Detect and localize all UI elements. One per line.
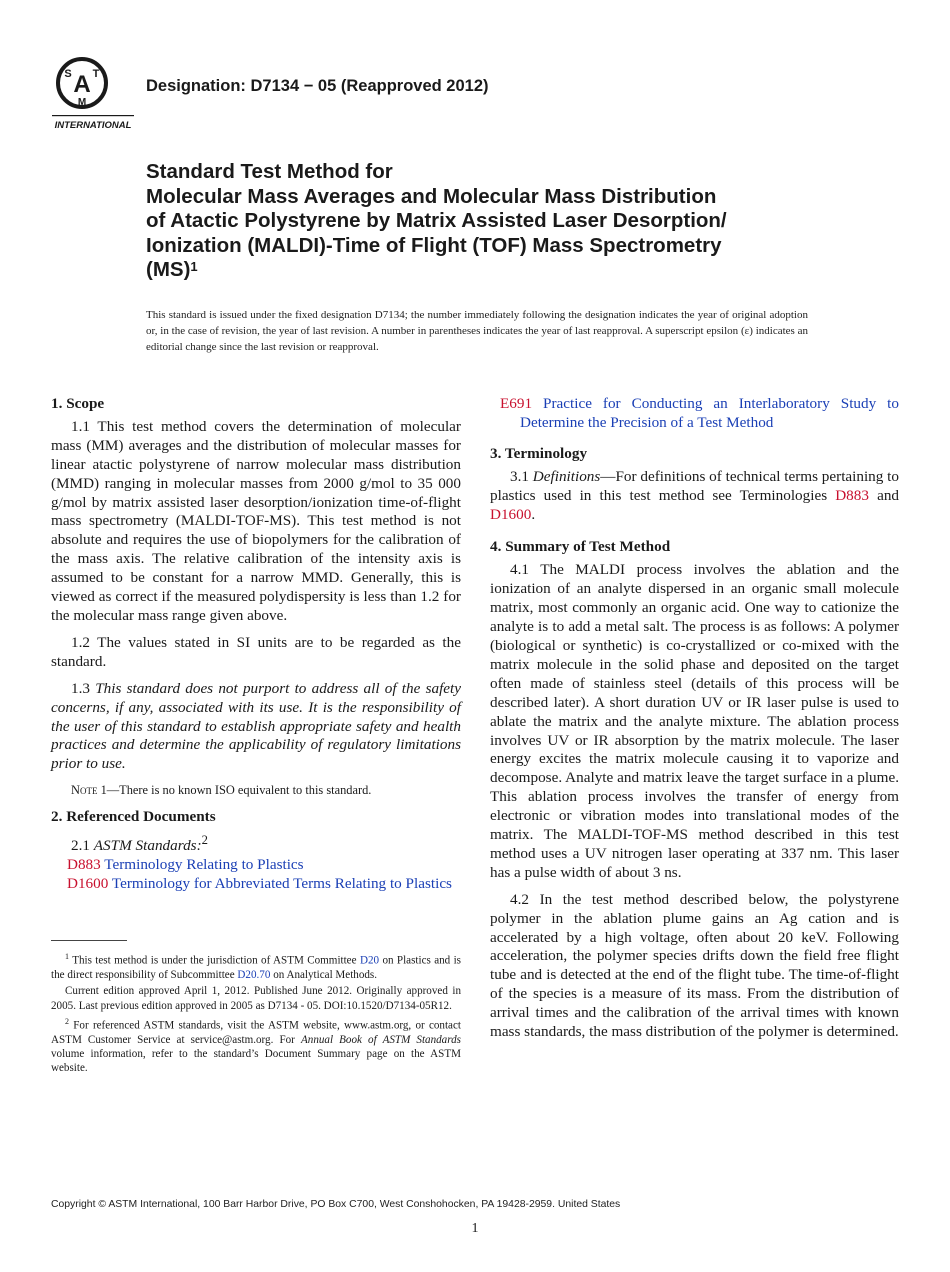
- right-column: [490, 395, 899, 1050]
- paragraph-number: 1.3: [71, 679, 90, 697]
- paragraph-3-1: [490, 468, 899, 525]
- footnote-text: This test method is under the jurisdiction of ASTM Committee: [72, 954, 357, 967]
- footnote-text: volume information, refer to the standard’s Document Summary page on the ASTM website.: [51, 1048, 461, 1075]
- footnote-divider: [51, 940, 127, 941]
- paragraph-4-1: 4.1 The MALDI process involves the ablation and the ionization of an analyte dispersed in an organic small molecule matrix, most commonly an organic acid. One way to cationize the analyte is to add a metal salt. The process is as follows: A polymer (biological or synthetic) is co-crystallized or co-mixed with the matrix molecule in the solid phase and deposited on the target often made of stainless steel (details of this process will be described later). A short duration UV or IR laser pulse is used to ablate the matrix and the analyte mixture. The ablation process involves UV or IR absorption by the matrix molecule. The laser energy excites the matrix molecule causing it to vaporize and decompose. Analyte and matrix leave the target surface in a plume. This ablation process involves the transfer of energy from electronic or vibration modes into translational modes of the matrix. The MALDI-TOF-MS method described in this test method uses a UV nitrogen laser operating at 337 nm. This laser has a pulse width of about 3 ns.: [490, 561, 899, 881]
- title-line: Ionization (MALDI)-Time of Flight (TOF) Mass Spectrometry: [146, 233, 722, 257]
- logo-caption: INTERNATIONAL: [54, 120, 132, 131]
- title-line: of Atactic Polystyrene by Matrix Assisted Laser Desorption/: [146, 209, 727, 232]
- astm-logo-icon: [52, 55, 136, 133]
- footnote-text: on Analytical Methods.: [273, 968, 378, 981]
- reference-title-link[interactable]: Practice for Conducting an Interlaboratory Study to Determine the Precision of a Test Method: [520, 395, 899, 431]
- issued-note: This standard is issued under the fixed designation D7134; the number immediately following the designation indicates the year of original adoption or, in the case of revision, the year of last revision. A number in parentheses indicates the year of last reapproval. A superscript epsilon (ε) indicates an editorial change since the last revision or reapproval.: [146, 309, 808, 353]
- paragraph-number: 3.1: [510, 467, 529, 485]
- footnote-1: [51, 950, 461, 982]
- document-title: [146, 160, 846, 283]
- title-line-last: [146, 258, 846, 283]
- paragraph-text: .: [531, 505, 536, 523]
- paragraph-2-1: [51, 831, 461, 856]
- reference-item: [490, 395, 899, 433]
- paragraph-1-2: 1.2 The values stated in SI units are to be regarded as the standard.: [51, 633, 461, 670]
- footnote-number: 2: [65, 1016, 69, 1026]
- reference-title-link[interactable]: Terminology for Abbreviated Terms Relating to Plastics: [111, 875, 452, 892]
- astm-logo: [52, 55, 136, 133]
- safety-statement: This standard does not purport to address all of the safety concerns, if any, associated with its use. It is the responsibility of the user of this standard to establish appropriate safety and health practices and determine the applicability of regulatory limitations prior to use.: [51, 679, 461, 773]
- committee-link[interactable]: D20: [359, 954, 380, 967]
- reference-item: [51, 875, 461, 894]
- section-heading-referenced: 2. Referenced Documents: [51, 808, 216, 826]
- note-1: [71, 782, 461, 798]
- copyright-line: Copyright © ASTM International, 100 Barr Harbor Drive, PO Box C700, West Conshohocken, PA 19428-2959. United States: [51, 1199, 621, 1210]
- footnote-2: [51, 1015, 461, 1076]
- paragraph-4-2: 4.2 In the test method described below, the polystyrene polymer in the ablation plume gains an Ag cation and is accelerated by a high voltage, often about 20 keV. Following acceleration, the polymer species drifts down the field free flight tube and is detected at the end of the flight tube. The time-of-flight of the species is a measure of its mass. From the distribution of arrival times and the calibration of the arrival times with known mass standards, the mass distribution of the polymer is determined.: [490, 890, 899, 1041]
- note-text: 1—There is no known ISO equivalent to this standard.: [100, 783, 372, 798]
- footnote-number: 1: [65, 952, 69, 961]
- svg-text:A: A: [73, 71, 91, 98]
- page-number: 1: [471, 1221, 479, 1236]
- footnote-italic: Annual Book of ASTM Standards: [301, 1033, 462, 1046]
- section-heading-scope: 1. Scope: [51, 395, 105, 412]
- note-label: Note: [71, 783, 98, 798]
- reference-code-link[interactable]: D1600: [67, 875, 109, 892]
- footnote-text: For referenced ASTM standards, visit the ASTM website, www.astm.org, or contact ASTM Customer Service at service@astm.org. For: [51, 1019, 461, 1046]
- paragraph-text: and: [877, 486, 900, 504]
- reference-code-link[interactable]: D883: [67, 856, 101, 874]
- paragraph-1-1: 1.1 This test method covers the determination of molecular mass (MM) averages and the distribution of molecular masses for linear atactic polystyrene of narrow molecular mass distribution (MMD) ranging in molecular masses from 2000 g/mol to 35 000 g/mol by matrix assisted laser desorption/ionization time-of-flight mass spectrometry (MALDI-TOF-MS). This test method is not absolute and requires the use of biopolymers for the calibration of the mass axis. The relative calibration of the intensity axis is assumed to be constant for a narrow MMD. Generally, this is viewed as correct if the measured polydispersity is less than 1.2 for the molecular mass range given above.: [51, 417, 461, 624]
- paragraph-number: 2.1: [71, 837, 90, 855]
- terminology-link-d883[interactable]: D883: [835, 486, 869, 504]
- designation: Designation: D7134 − 05 (Reapproved 2012): [146, 77, 489, 95]
- footnote-marker[interactable]: 2: [201, 833, 208, 848]
- svg-text:M: M: [77, 97, 87, 108]
- reference-title-link[interactable]: Terminology Relating to Plastics: [104, 856, 304, 874]
- footnotes: [51, 950, 461, 1078]
- svg-text:T: T: [92, 68, 100, 80]
- title-line: (MS): [146, 258, 191, 281]
- title-footnote-marker[interactable]: 1: [190, 259, 198, 274]
- term-label: Definitions: [532, 467, 601, 485]
- reference-item: [51, 856, 461, 875]
- subcommittee-link[interactable]: D20.70: [237, 968, 271, 981]
- svg-text:S: S: [64, 68, 72, 80]
- title-line: Standard Test Method for: [146, 160, 393, 183]
- section-heading-summary: 4. Summary of Test Method: [490, 538, 671, 556]
- terminology-link-d1600[interactable]: D1600: [490, 505, 532, 523]
- left-column: [51, 395, 461, 894]
- footnote-text: on Plastics and is the direct responsibility of Subcommittee: [51, 954, 461, 981]
- footnote-1-edition: Current edition approved April 1, 2012. Published June 2012. Originally approved in 2005. Last previous edition approved in 2005 as D7134 - 05. DOI:10.1520/D7134-05R12.: [51, 985, 461, 1012]
- paragraph-text: —For definitions of technical terms pertaining to plastics used in this test method see Terminologies: [490, 467, 899, 504]
- paragraph-1-3: [51, 680, 461, 775]
- reference-code-link[interactable]: E691: [500, 395, 533, 412]
- title-line: Molecular Mass Averages and Molecular Mass Distribution: [146, 184, 717, 208]
- section-heading-terminology: 3. Terminology: [490, 444, 588, 462]
- astm-standards-label: ASTM Standards:: [93, 837, 202, 855]
